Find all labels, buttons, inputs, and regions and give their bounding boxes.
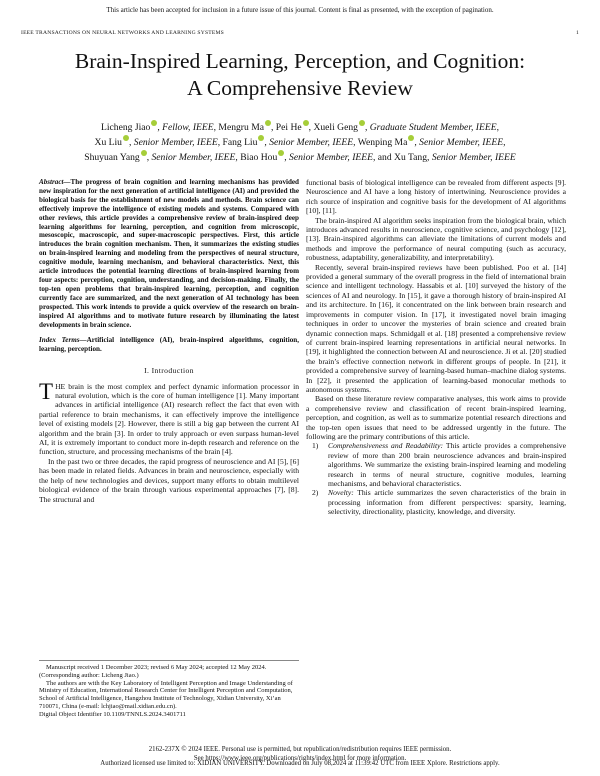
- orcid-icon[interactable]: [265, 120, 271, 126]
- abstract: [39, 178, 299, 329]
- author-role: Fellow, IEEE: [162, 122, 214, 133]
- author-name: Licheng Jiao: [101, 122, 151, 133]
- paper-title: [0, 48, 600, 102]
- journal-name: IEEE TRANSACTIONS ON NEURAL NETWORKS AND LEARNING SYSTEMS: [21, 30, 224, 36]
- author-name: Mengru Ma: [218, 122, 264, 133]
- author-role: Senior Member, IEEE: [419, 137, 504, 148]
- list-item: [306, 441, 566, 488]
- section-heading-introduction: I. Introduction: [144, 366, 194, 376]
- orcid-icon[interactable]: [278, 150, 284, 156]
- title-line-2: A Comprehensive Review: [187, 76, 413, 100]
- footnote-affiliation: The authors are with the Key Laboratory of Intelligent Perception and Image Understanding of Ministry of Education, International Research Center for Intelligent Perception and Computation, School of Artificial Intelligence, Hangzhou Institute of Technology, Xidian University, Xi’an 710071, China (e-mail: lchjiao@mail.xidian.edu.cn).: [39, 679, 293, 710]
- rights-link[interactable]: See https://www.ieee.org/publications/rights/index.html for more information.: [193, 754, 407, 762]
- abstract-label: Abstract—: [39, 178, 71, 186]
- author-name: Biao Hou: [240, 152, 278, 163]
- author-role: Senior Member, IEEE: [289, 152, 373, 163]
- drop-cap: T: [39, 378, 54, 404]
- orcid-icon[interactable]: [151, 120, 157, 126]
- acceptance-note: This article has been accepted for inclusion in a future issue of this journal. Content is final as presented, with the exception of pagination.: [106, 6, 494, 14]
- list-text: This article provides a comprehensive review of more than 200 brain neuroscience advances and brain-inspired algorithms. We summarize the existing brain-inspired learning and modeling research in terms of neural structure, cognitive modules, learning mechanisms, and behavioral characteristics.: [328, 441, 566, 488]
- index-terms-text: Artificial intelligence (AI), brain-inspired algorithms, cognition, learning, perception.: [39, 336, 299, 354]
- list-heading: Novelty:: [328, 488, 354, 498]
- author-role: Senior Member, IEEE: [431, 152, 516, 163]
- author-name: Xu Tang: [394, 152, 428, 163]
- orcid-icon[interactable]: [408, 135, 414, 141]
- list-item: [306, 488, 566, 516]
- index-terms: [39, 336, 299, 354]
- footnote: [39, 660, 299, 719]
- body-paragraph: functional basis of biological intelligence can be revealed from different aspects [9]. Neuroscience and AI have a long history of intertwining. Neuroscience provides a rich source of inspiration and cognitive basis for the development of AI algorithms [10], [11].: [306, 178, 566, 216]
- intro-paragraph: [39, 378, 299, 457]
- abstract-text: The progress of brain cognition and learning mechanisms has provided new inspiration for the next generation of artificial intelligence (AI) and provided the biological basis for the establishment of new models and methods. Brain science can effectively improve the intelligence of existing models and systems. Compared with other reviews, this article provides a comprehensive review of brain-inspired deep learning algorithms for learning, perception, and cognition from microscopic, mesoscopic, macroscopic, and super-macroscopic perspectives. First, this article introduces the brain cognition mechanism. Then, it summarizes the existing studies on brain-inspired learning and modeling from the perspectives of neural structure, cognitive module, learning mechanism, and behavioral characteristics. Next, this article introduces the potential learning directions of brain-inspired learning from four aspects: perception, cognition, understanding, and decision-making. Finally, the top-ten open problems that brain-inspired learning, perception, and cognition currently face are summarized, and the next generation of AI technology has been prospected. This work intends to provide a quick overview of the research on brain-inspired AI algorithms and to motivate future research by illuminating the latest developments in brain science.: [39, 178, 299, 329]
- body-paragraph: Based on these literature review comparative analyses, this work aims to provide a comprehensive review and classification of recent brain-inspired learning, perception, and cognition, as well as to summarize potential research directions and the top-ten open issues that need to be addressed urgently in the future. The following are the primary contributions of this article.: [306, 394, 566, 441]
- author-role: Senior Member, IEEE: [133, 137, 218, 148]
- license-notice: Authorized licensed use limited to: XIDIAN UNIVERSITY. Downloaded on July 08,2024 at 11:39:42 UTC from IEEE Xplore. Restrictions apply.: [100, 760, 500, 767]
- author-role: Senior Member, IEEE: [269, 137, 354, 148]
- author-name: Fang Liu: [222, 137, 258, 148]
- orcid-icon[interactable]: [359, 120, 365, 126]
- author-role: Graduate Student Member, IEEE: [369, 122, 497, 133]
- orcid-icon[interactable]: [141, 150, 147, 156]
- list-heading: Comprehensiveness and Readability:: [328, 441, 444, 451]
- left-column: [39, 178, 299, 504]
- author-name: Wenping Ma: [357, 137, 408, 148]
- copyright-line: 2162-237X © 2024 IEEE. Personal use is permitted, but republication/redistribution requires IEEE permission.: [148, 746, 452, 753]
- body-paragraph: The brain-inspired AI algorithm seeks inspiration from the biological brain, which introduces advanced results in neuroscience, cognitive science, and psychology [12], [13]. Brain-inspired algorithms can alleviate the limitations of current models and methods and improve the performance of neural computing (such as accuracy, robustness, adaptability, generalizability, and interpretability).: [306, 215, 566, 263]
- author-list: Licheng Jiao , Fellow, IEEE, Mengru Ma , Pei He , Xueli Geng , Graduate Student Member, IEEE, Xu Liu , Senior Member, IEEE, Fang Liu , Senior Member, IEEE, Wenping Ma , Senior Member, IEEE, Shuyuan Yang , Senior Member, IEEE, Biao Hou , Senior Member, IEEE, and Xu Tang, Senior Member, IEEE: [84, 122, 516, 163]
- footnote-manuscript: Manuscript received 1 December 2023; revised 6 May 2024; accepted 12 May 2024. (Corresponding author: Licheng Jiao.): [39, 664, 267, 679]
- title-line-1: Brain-Inspired Learning, Perception, and Cognition:: [74, 49, 526, 73]
- index-terms-label: Index Terms—: [39, 336, 87, 345]
- intro-paragraph: In the past two or three decades, the rapid progress of neuroscience and AI [5], [6] has been made in related fields. Advances in brain and neuroscience, especially with the help of new technologies and devices, support many efforts to obtain multilevel biological evidence of the brain through various experimental approaches [7], [8]. The structural and: [39, 456, 299, 504]
- right-column: [306, 178, 566, 517]
- author-name: Shuyuan Yang: [84, 152, 140, 163]
- author-role: Senior Member, IEEE: [151, 152, 236, 163]
- list-number: 1): [312, 441, 319, 451]
- orcid-icon[interactable]: [123, 135, 129, 141]
- list-number: 2): [312, 488, 319, 498]
- contributions-list: [306, 441, 566, 516]
- orcid-icon[interactable]: [303, 120, 309, 126]
- page-number: 1: [576, 30, 579, 36]
- list-text: This article summarizes the seven characteristics of the brain in processing information from different perspectives: sparsity, learning, selectivity, directionality, plasticity, knowledge, and diversity.: [328, 488, 566, 517]
- footnote-doi[interactable]: Digital Object Identifier 10.1109/TNNLS.2024.3401711: [39, 710, 186, 718]
- running-head: [21, 30, 579, 36]
- author-name: Xu Liu: [94, 137, 122, 148]
- intro-paragraph-text: HE brain is the most complex and perfect dynamic information processor in natural evolution, which is the core of human intelligence [1]. Many important advances in artificial intelligence (AI) research reflect the fact that even with partial reference to brain mechanisms, it can effectively improve the intelligence level of existing models [2]. However, there is still a big gap between the current AI algorithm and the brain [3]. In order to truly approach or even surpass human-level AI, it is extremely important to conduct more in-depth research and reference on the function, structure, and processing mechanisms of the brain [4].: [39, 381, 299, 457]
- body-paragraph: Recently, several brain-inspired reviews have been published. Poo et al. [14] provided a general summary of the overall progress in the field of international brain science and intelligent technology. Hassabis et al. [10] surveyed the history of the sciences of AI and neurology. In [15], it gave a thorough history of brain-inspired AI and its architecture. In [16], it concentrated on the link between brain research and improvements in computer vision. In [17], it investigated novel brain imaging techniques in order to uncover the mysteries of brain science and created brain dynamic connection maps. Schmidgall et al. [18] presented a comprehensive review of current brain-inspired learning representations in artificial neural networks. In [19], it highlighted the connection between AI and neuroscience. Ji et al. [20] studied the brain’s effective connection network in different groups of people. In [21], it provided a comprehensive survey of learning-based human–machine dialog systems. In [22], it presented the application of learning-based monocular methods to autonomous systems.: [306, 262, 566, 394]
- author-name: Pei He: [275, 122, 302, 133]
- orcid-icon[interactable]: [258, 135, 264, 141]
- author-name: Xueli Geng: [313, 122, 358, 133]
